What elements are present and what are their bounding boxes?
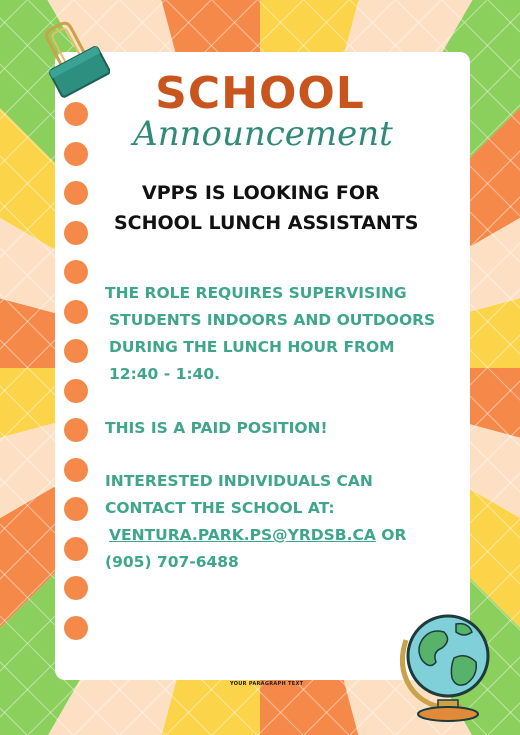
page-title: SCHOOL (155, 68, 365, 119)
notebook-hole (64, 616, 88, 640)
notebook-hole (64, 221, 88, 245)
notebook-hole (64, 497, 88, 521)
notebook-hole (64, 260, 88, 284)
notebook-hole (64, 576, 88, 600)
notebook-hole (64, 102, 88, 126)
or-text: OR (375, 526, 407, 544)
binder-clip-icon (40, 18, 110, 98)
role-line-4: 12:40 - 1:40. (109, 365, 221, 383)
paid-paragraph (105, 415, 475, 442)
notebook-hole (64, 300, 88, 324)
page-subtitle: Announcement (133, 114, 393, 154)
role-line-3: DURING THE LUNCH HOUR FROM (109, 338, 395, 356)
phone-number: (905) 707-6488 (105, 553, 239, 571)
globe-icon (392, 600, 502, 725)
headline-line-2: SCHOOL LUNCH ASSISTANTS (114, 212, 419, 234)
notebook-hole (64, 181, 88, 205)
role-line-2: STUDENTS INDOORS AND OUTDOORS (109, 311, 436, 329)
contact-paragraph (105, 468, 475, 576)
notebook-hole (64, 537, 88, 561)
paid-line: THIS IS A PAID POSITION! (105, 419, 328, 437)
role-line-1: THE ROLE REQUIRES SUPERVISING (105, 284, 407, 302)
notebook-hole (64, 339, 88, 363)
footer-note: YOUR PARAGRAPH TEXT (230, 681, 304, 687)
email-link[interactable]: VENTURA.PARK.PS@YRDSB.CA (109, 526, 376, 544)
headline-line-1: VPPS IS LOOKING FOR (142, 182, 380, 204)
email-line (105, 522, 475, 549)
notebook-hole (64, 458, 88, 482)
contact-line-2: CONTACT THE SCHOOL AT: (105, 499, 335, 517)
notebook-hole (64, 418, 88, 442)
notebook-hole (64, 142, 88, 166)
notebook-hole (64, 379, 88, 403)
role-paragraph (105, 280, 475, 388)
headline (108, 178, 458, 238)
contact-line-1: INTERESTED INDIVIDUALS CAN (105, 472, 373, 490)
